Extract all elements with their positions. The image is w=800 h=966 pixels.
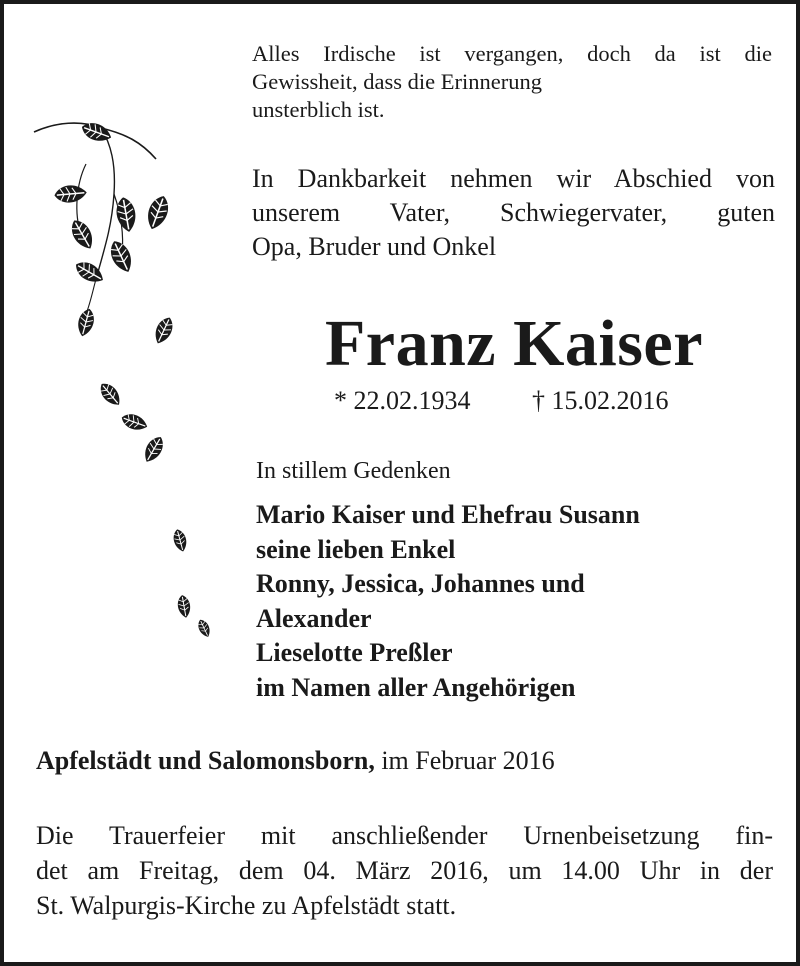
birch-branch-icon bbox=[26, 104, 226, 664]
mourner-line: seine lieben Enkel bbox=[256, 534, 456, 564]
funeral-service-info bbox=[36, 818, 773, 923]
memorial-heading: In stillem Gedenken bbox=[256, 458, 451, 484]
deceased-name: Franz Kaiser bbox=[324, 307, 704, 380]
service-line: det am Freitag, dem 04. März 2016, um 14.00 Uhr in der bbox=[36, 856, 773, 885]
place-names: Apfelstädt und Salomonsborn, bbox=[36, 746, 375, 775]
mourner-line: im Namen aller Angehörigen bbox=[256, 672, 576, 702]
intro-line: Opa, Bruder und Onkel bbox=[252, 232, 497, 261]
place-date: im Februar 2016 bbox=[374, 746, 555, 775]
mourner-line: Ronny, Jessica, Johannes und bbox=[256, 569, 585, 598]
quote-line: Alles Irdische ist vergangen, doch da ist die bbox=[252, 41, 772, 66]
birth-date: * 22.02.1934 bbox=[334, 386, 471, 415]
death-date: † 15.02.2016 bbox=[532, 386, 669, 415]
quote bbox=[252, 40, 772, 124]
quote-line: unsterblich ist. bbox=[252, 97, 385, 122]
mourner-line: Mario Kaiser und Ehefrau Susann bbox=[256, 500, 640, 529]
service-line: Die Trauerfeier mit anschließender Urnenbeisetzung fin- bbox=[36, 821, 773, 850]
mourner-line: Lieselotte Preßler bbox=[256, 638, 453, 667]
service-line: St. Walpurgis-Kirche zu Apfelstädt statt. bbox=[36, 891, 457, 920]
quote-line: Gewissheit, dass die Erinnerung bbox=[252, 69, 542, 94]
mourners-list bbox=[256, 498, 726, 705]
mourner-line: Alexander bbox=[256, 603, 372, 633]
intro-line: In Dankbarkeit nehmen wir Abschied von bbox=[252, 164, 775, 193]
place-date-line bbox=[36, 744, 555, 778]
intro-text bbox=[252, 162, 775, 264]
intro-line: unserem Vater, Schwiegervater, guten bbox=[252, 198, 775, 227]
